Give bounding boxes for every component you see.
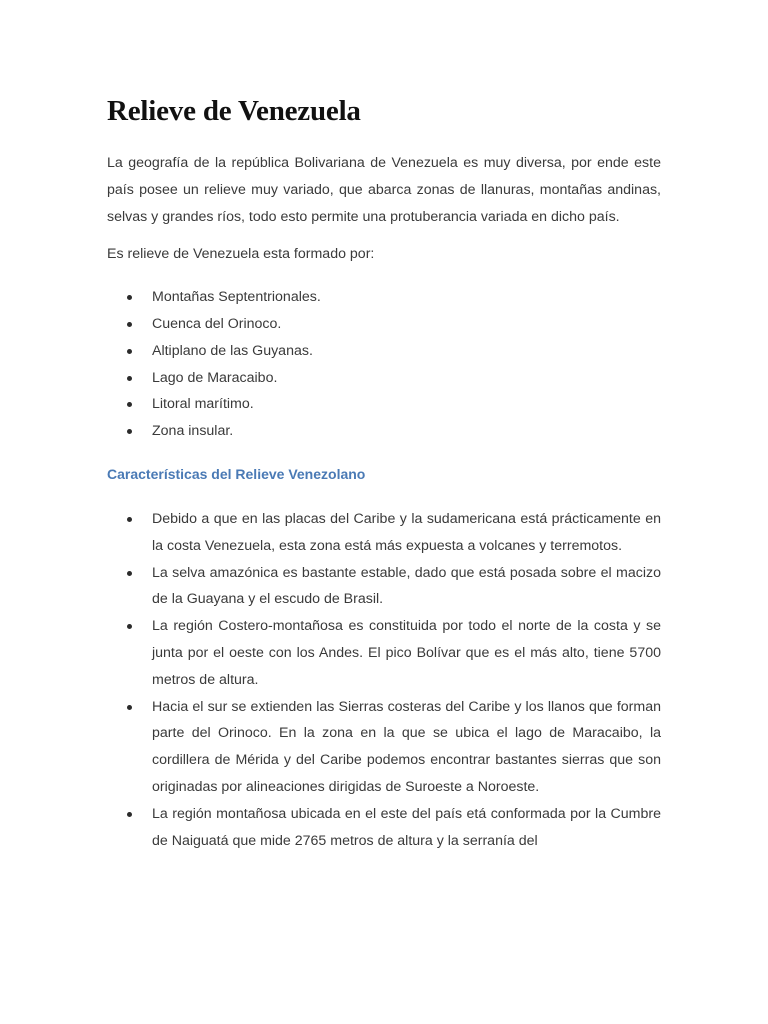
bullet-icon: [127, 705, 132, 710]
list-item-text: Altiplano de las Guyanas.: [152, 342, 313, 359]
relief-list: [107, 284, 661, 445]
list-item-text: Montañas Septentrionales.: [152, 289, 321, 306]
document-title: Relieve de Venezuela: [107, 95, 361, 127]
characteristics-list: [107, 506, 661, 854]
list-item: [107, 338, 661, 365]
document-page: [107, 88, 661, 854]
list-item: [107, 613, 661, 693]
list-item: [107, 694, 661, 801]
list-item: [107, 284, 661, 311]
list-intro-text: Es relieve de Venezuela esta formado por:: [107, 246, 375, 263]
bullet-icon: [127, 429, 132, 434]
list-item: [107, 391, 661, 418]
bullet-icon: [127, 322, 132, 327]
bullet-icon: [127, 376, 132, 381]
list-item-text: Hacia el sur se extienden las Sierras costeras del Caribe y los llanos que forman parte del Orinoco. En la zona en la que se ubica el lago de Maracaibo, la cordillera de Mérida y del Caribe podemos encontrar bastantes sierras que son originadas por alineaciones dirigidas de Suroeste a Noroeste.: [152, 698, 661, 795]
bullet-icon: [127, 517, 132, 522]
bullet-icon: [127, 624, 132, 629]
list-item: [107, 311, 661, 338]
list-item-text: Debido a que en las placas del Caribe y la sudamericana está prácticamente en la costa Venezuela, esta zona está más expuesta a volcanes y terremotos.: [152, 510, 661, 554]
bullet-icon: [127, 295, 132, 300]
list-item-text: Zona insular.: [152, 423, 234, 440]
list-item-text: Litoral marítimo.: [152, 396, 254, 413]
section-heading: Características del Relieve Venezolano: [107, 465, 366, 482]
bullet-icon: [127, 402, 132, 407]
list-item: [107, 801, 661, 855]
list-item: [107, 560, 661, 614]
bullet-icon: [127, 349, 132, 354]
list-item-text: La selva amazónica es bastante estable, dado que está posada sobre el macizo de la Guayana y el escudo de Brasil.: [152, 564, 661, 608]
list-item-text: La región Costero-montañosa es constituida por todo el norte de la costa y se junta por el oeste con los Andes. El pico Bolívar que es el más alto, tiene 5700 metros de altura.: [152, 618, 661, 688]
list-item-text: Cuenca del Orinoco.: [152, 315, 282, 332]
intro-paragraph: La geografía de la república Bolivariana de Venezuela es muy diversa, por ende este país posee un relieve muy variado, que abarca zonas de llanuras, montañas andinas, selvas y grandes ríos, todo esto permite una protuberancia variada en dicho país.: [107, 155, 661, 225]
list-item-text: Lago de Maracaibo.: [152, 369, 278, 386]
list-item: [107, 365, 661, 392]
list-item: [107, 506, 661, 560]
bullet-icon: [127, 571, 132, 576]
list-item-text: La región montañosa ubicada en el este del país etá conformada por la Cumbre de Naiguatá que mide 2765 metros de altura y la serranía del: [152, 805, 661, 849]
list-item: [107, 418, 661, 445]
bullet-icon: [127, 812, 132, 817]
